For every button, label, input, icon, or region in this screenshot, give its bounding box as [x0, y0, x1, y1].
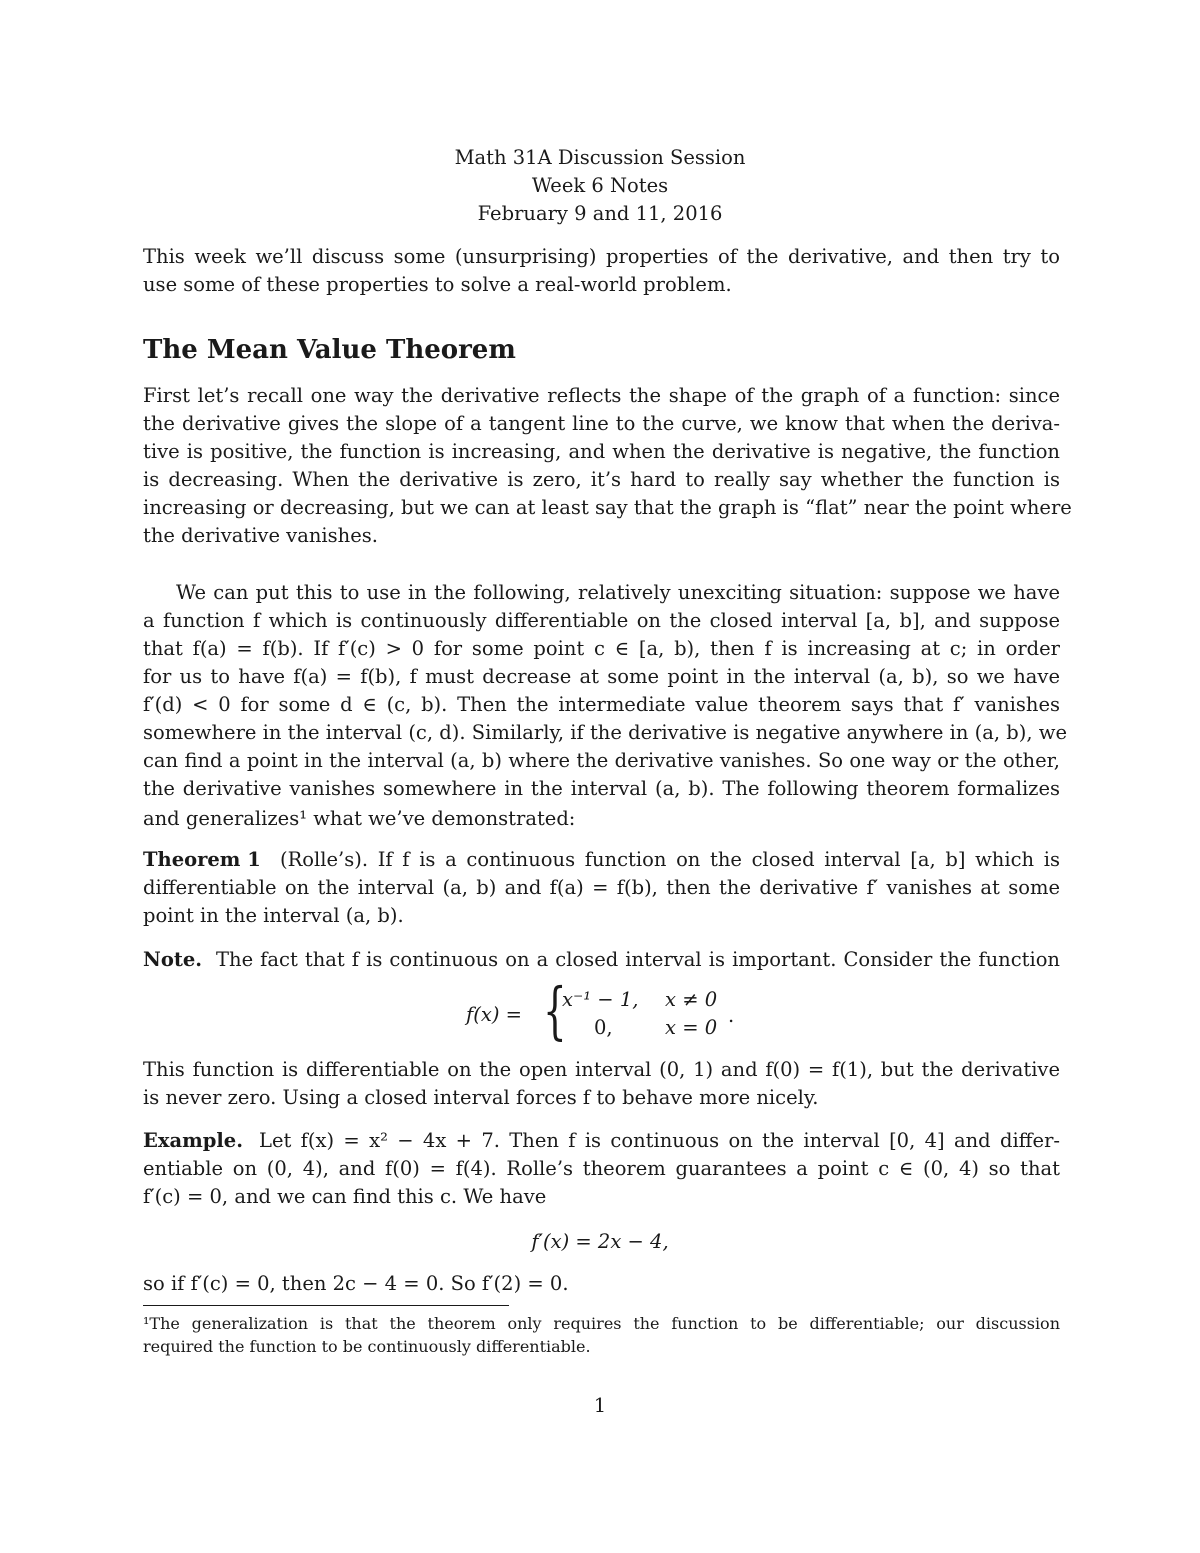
paragraph-line: that f(a) = f(b). If f′(c) > 0 for some point c ∈ [a, b), then f is increasing at c; in order — [143, 637, 1060, 660]
example-line: so if f′(c) = 0, then 2c − 4 = 0. So f′(2) = 0. — [143, 1272, 569, 1295]
paragraph-line: can find a point in the interval (a, b) where the derivative vanishes. So one way or the other, — [143, 749, 1060, 772]
paragraph-line: f′(d) < 0 for some d ∈ (c, b). Then the intermediate value theorem says that f′ vanishes — [143, 693, 1060, 716]
paragraph-line: a function f which is continuously differentiable on the closed interval [a, b], and suppose — [143, 609, 1060, 632]
paragraph-line: increasing or decreasing, but we can at least say that the graph is “flat” near the point where — [143, 496, 1072, 519]
theorem-line: differentiable on the interval (a, b) and f(a) = f(b), then the derivative f′ vanishes at some — [143, 876, 1060, 899]
course-title: Math 31A Discussion Session — [454, 146, 746, 169]
footnote-rule — [143, 1305, 509, 1306]
note-line: The fact that f is continuous on a closed interval is important. Consider the function — [216, 948, 1060, 971]
paragraph-line: for us to have f(a) = f(b), f must decrease at some point in the interval (a, b), so we have — [143, 665, 1060, 688]
example-line: Let f(x) = x² − 4x + 7. Then f is continuous on the interval [0, 4] and differ- — [259, 1129, 1060, 1152]
footnote-line: ¹The generalization is that the theorem only requires the function to be differentiable; our discussion — [143, 1314, 1060, 1333]
week-title: Week 6 Notes — [531, 174, 669, 197]
paragraph-line: and generalizes¹ what we’ve demonstrated: — [143, 807, 576, 830]
paragraph-line: First let’s recall one way the derivative reflects the shape of the graph of a function: since — [143, 384, 1060, 407]
example-equation: f′(x) = 2x − 4, — [531, 1230, 669, 1253]
paragraph-line: somewhere in the interval (c, d). Similarly, if the derivative is negative anywhere in (a, b), we — [143, 721, 1068, 744]
paragraph-line: the derivative vanishes somewhere in the interval (a, b). The following theorem formalizes — [143, 777, 1060, 800]
piecewise-period: . — [728, 1004, 735, 1027]
example-line: f′(c) = 0, and we can find this c. We have — [143, 1185, 547, 1208]
paragraph-line: is decreasing. When the derivative is zero, it’s hard to really say whether the function is — [143, 468, 1060, 491]
piecewise-lhs: f(x) = — [466, 1003, 522, 1026]
intro-line: use some of these properties to solve a real-world problem. — [143, 273, 732, 296]
section-heading: The Mean Value Theorem — [143, 335, 516, 365]
brace-glyph: { — [543, 974, 567, 1047]
theorem-label: Theorem 1 — [143, 848, 261, 871]
paragraph-line: is never zero. Using a closed interval forces f to behave more nicely. — [143, 1086, 819, 1109]
piecewise-case: 0, — [594, 1016, 613, 1039]
example-line: entiable on (0, 4), and f(0) = f(4). Rolle’s theorem guarantees a point c ∈ (0, 4) so that — [143, 1157, 1060, 1180]
paragraph-line: tive is positive, the function is increasing, and when the derivative is negative, the function — [143, 440, 1060, 463]
page-number: 1 — [593, 1394, 607, 1417]
paragraph-line: We can put this to use in the following, relatively unexciting situation: suppose we have — [176, 581, 1060, 604]
piecewise-condition: x = 0 — [665, 1016, 718, 1039]
piecewise-case: x⁻¹ − 1, — [562, 988, 639, 1011]
piecewise-condition: x ≠ 0 — [665, 988, 718, 1011]
paragraph-line: the derivative gives the slope of a tangent line to the curve, we know that when the deriva- — [143, 412, 1060, 435]
theorem-line: (Rolle’s). If f is a continuous function on the closed interval [a, b] which is — [280, 848, 1060, 871]
intro-line: This week we’ll discuss some (unsurprising) properties of the derivative, and then try to — [143, 245, 1060, 268]
example-label: Example. — [143, 1129, 243, 1152]
note-label: Note. — [143, 948, 203, 971]
paragraph-line: This function is differentiable on the open interval (0, 1) and f(0) = f(1), but the derivative — [143, 1058, 1060, 1081]
date-line: February 9 and 11, 2016 — [477, 202, 723, 225]
footnote-line: required the function to be continuously differentiable. — [143, 1337, 591, 1356]
paragraph-line: the derivative vanishes. — [143, 524, 378, 547]
theorem-line: point in the interval (a, b). — [143, 904, 404, 927]
